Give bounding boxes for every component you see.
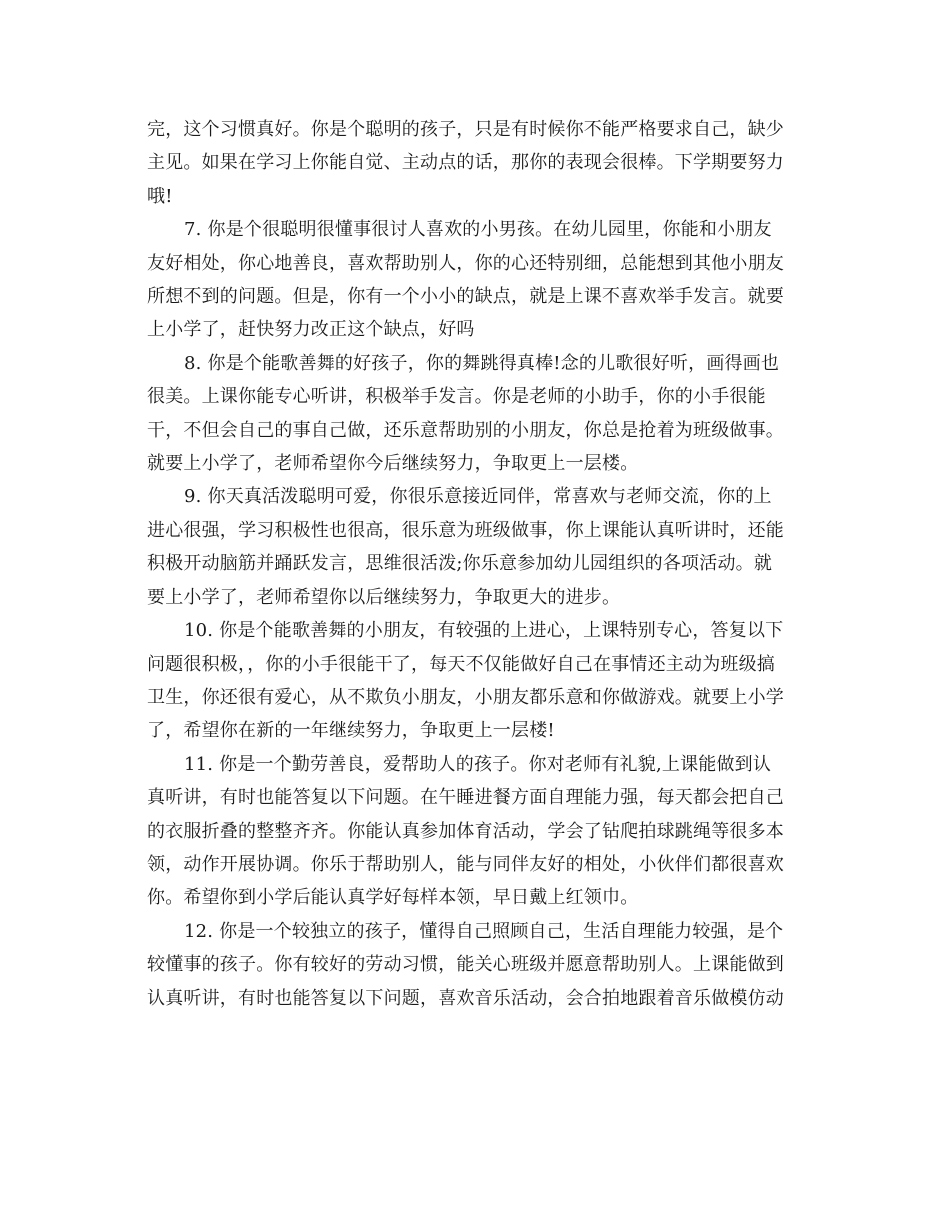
paragraph-12	[147, 915, 803, 1015]
text-line: 进心很强，学习积极性也很高，很乐意为班级做事，你上课能认真听讲时，还能	[147, 519, 784, 541]
text-line: 卫生，你还很有爱心，从不欺负小朋友，小朋友都乐意和你做游戏。就要上小学	[147, 686, 784, 708]
text-line: 所想不到的问题。但是，你有一个小小的缺点，就是上课不喜欢举手发言。就要	[147, 286, 784, 308]
text-line: 完，这个习惯真好。你是个聪明的孩子，只是有时候你不能严格要求自己，缺少	[147, 119, 784, 140]
paragraph-10	[147, 614, 803, 748]
paragraph-7	[147, 213, 803, 347]
text-line: 主见。如果在学习上你能自觉、主动点的话，那你的表现会很棒。下学期要努力	[147, 152, 784, 174]
text-line: 问题很积极，，你的小手很能干了，每天不仅能做好自己在事情还主动为班级搞	[147, 653, 775, 675]
text-line: 真听讲，有时也能答复以下问题。在午睡进餐方面自理能力强，每天都会把自己	[147, 787, 784, 809]
paragraph-11	[147, 748, 803, 915]
text-line: 要上小学了，老师希望你以后继续努力，争取更大的进步。	[147, 586, 621, 608]
text-line: 7. 你是个很聪明很懂事很讨人喜欢的小男孩。在幼儿园里，你能和小朋友	[184, 219, 772, 241]
text-line: 积极开动脑筋并踊跃发言，思维很活泼;你乐意参加幼儿园组织的各项活动。就	[147, 553, 773, 575]
paragraph-8	[147, 347, 803, 481]
text-line: 上小学了，赶快努力改正这个缺点，好吗	[147, 319, 475, 341]
text-line: 12. 你是一个较独立的孩子，懂得自己照顾自己，生活自理能力较强，是个	[184, 920, 784, 942]
text-line: 8. 你是个能歌善舞的好孩子，你的舞跳得真棒!念的儿歌很好听，画得画也	[184, 352, 780, 374]
text-line: 的衣服折叠的整整齐齐。你能认真参加体育活动，学会了钻爬拍球跳绳等很多本	[147, 820, 784, 842]
text-line: 认真听讲，有时也能答复以下问题，喜欢音乐活动，会合拍地跟着音乐做模仿动	[147, 987, 784, 1009]
text-line: 干，不但会自己的事自己做，还乐意帮助别的小朋友，你总是抢着为班级做事。	[147, 419, 784, 441]
paragraph-9	[147, 480, 803, 614]
text-line: 很美。上课你能专心听讲，积极举手发言。你是老师的小助手，你的小手很能	[147, 386, 766, 408]
text-line: 了，希望你在新的一年继续努力，争取更上一层楼!	[147, 720, 555, 742]
text-line: 哦!	[147, 185, 173, 207]
paragraph-6-continued	[147, 113, 803, 213]
text-line: 你。希望你到小学后能认真学好每样本领，早日戴上红领巾。	[147, 887, 639, 909]
document-body	[147, 113, 803, 1015]
text-line: 友好相处，你心地善良，喜欢帮助别人，你的心还特别细，总能想到其他小朋友	[147, 252, 784, 274]
text-line: 11. 你是一个勤劳善良，爱帮助人的孩子。你对老师有礼貌,上课能做到认	[184, 753, 772, 775]
text-line: 就要上小学了，老师希望你今后继续努力，争取更上一层楼。	[147, 453, 639, 475]
text-line: 领，动作开展协调。你乐于帮助别人，能与同伴友好的相处，小伙伴们都很喜欢	[147, 853, 784, 875]
text-line: 10. 你是个能歌善舞的小朋友，有较强的上进心，上课特别专心，答复以下	[184, 620, 784, 642]
text-line: 9. 你天真活泼聪明可爱，你很乐意接近同伴，常喜欢与老师交流，你的上	[184, 486, 772, 508]
text-line: 较懂事的孩子。你有较好的劳动习惯，能关心班级并愿意帮助别人。上课能做到	[147, 954, 784, 976]
